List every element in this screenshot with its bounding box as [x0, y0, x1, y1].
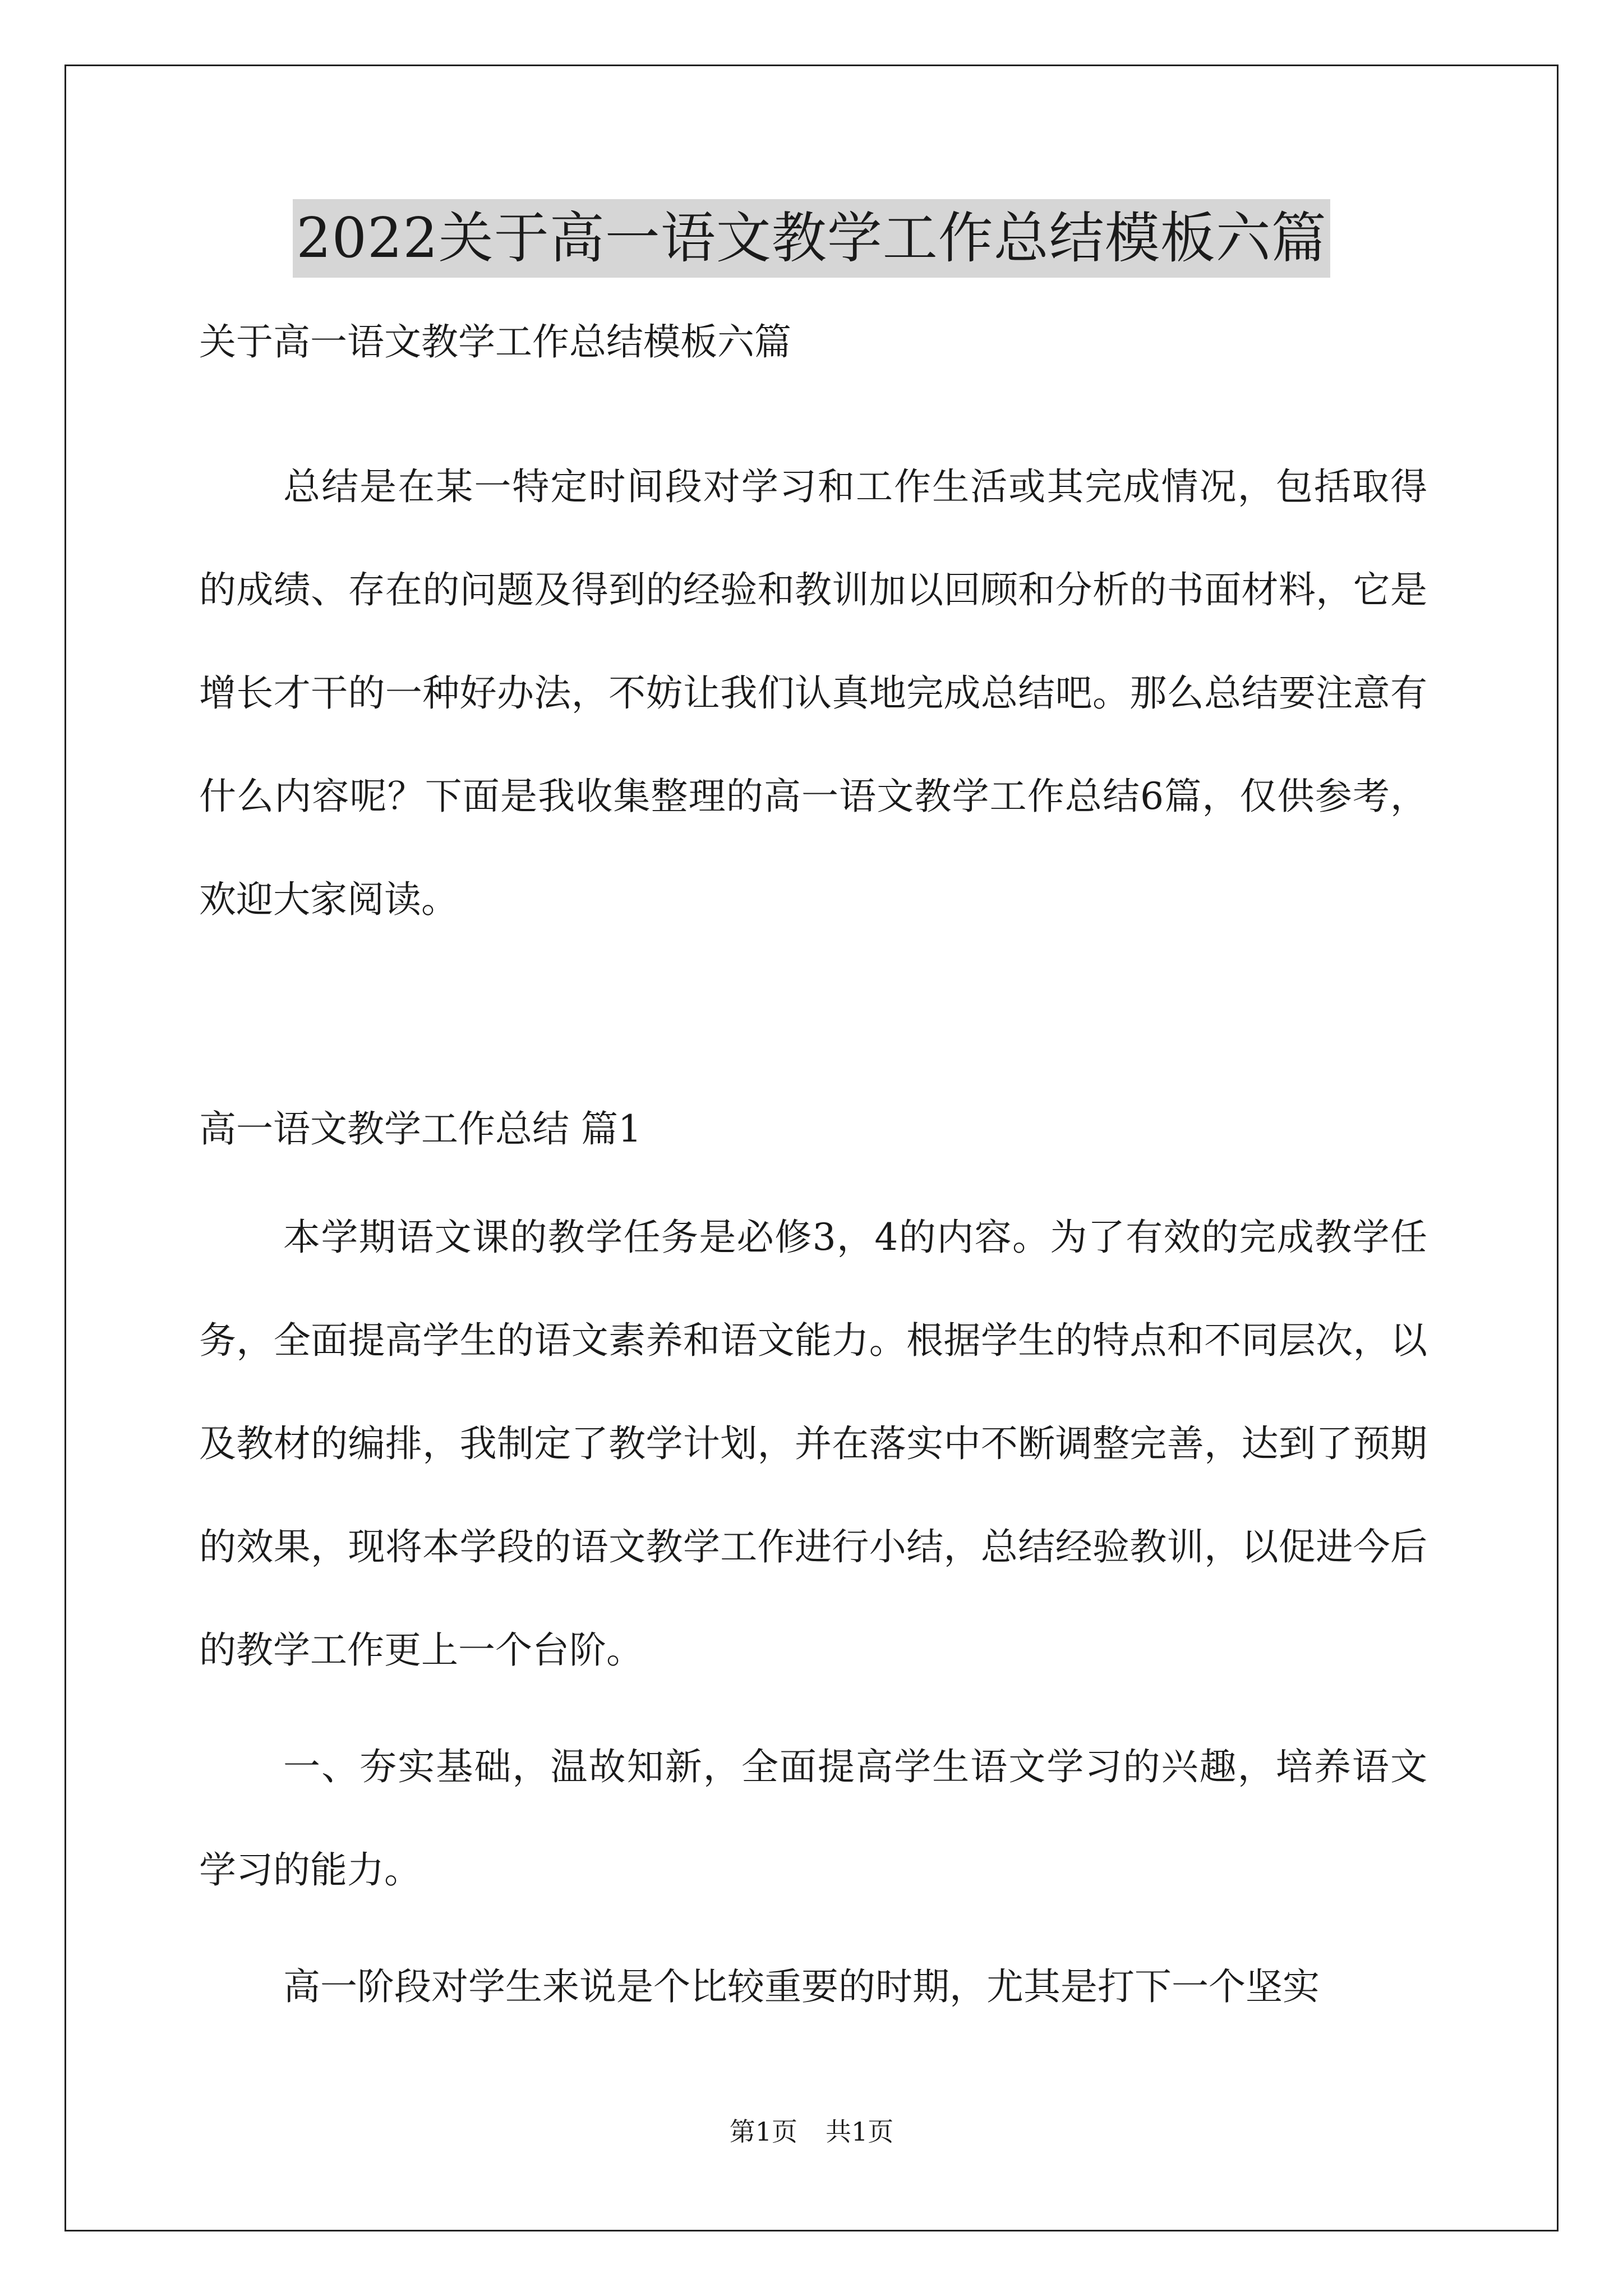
section-paragraph: 本学期语文课的教学任务是必修3，4的内容。为了有效的完成教学任务，全面提高学生的语文素养和语文能力。根据学生的特点和不同层次，以及教材的编排，我制定了教学计划，并在落实中不断调整完善，达到了预期的效果，现将本学段的语文教学工作进行小结，总结经验教训，以促进今后的教学工作更上一个台阶。: [199, 1216, 1427, 1672]
section-paragraph: 一、夯实基础，温故知新，全面提高学生语文学习的兴趣，培养语文学习的能力。: [199, 1745, 1427, 1892]
page-number: 第1页: [729, 2116, 797, 2147]
page-total: 共1页: [826, 2116, 894, 2147]
section-heading: 高一语文教学工作总结 篇1: [199, 1107, 642, 1151]
page-footer: [0, 2115, 1623, 2148]
intro-paragraph: 总结是在某一特定时间段对学习和工作生活或其完成情况，包括取得的成绩、存在的问题及得到的经验和教训加以回顾和分析的书面材料，它是增长才干的一种好办法，不妨让我们认真地完成总结吧。那么总结要注意有什么内容呢？下面是我收集整理的高一语文教学工作总结6篇，仅供参考，欢迎大家阅读。: [199, 465, 1427, 921]
section-paragraph: 高一阶段对学生来说是个比较重要的时期，尤其是打下一个坚实: [283, 1965, 1320, 2008]
document-title: 2022关于高一语文教学工作总结模板六篇: [293, 199, 1330, 278]
title-container: [0, 199, 1623, 278]
document-subtitle: 关于高一语文教学工作总结模板六篇: [199, 320, 791, 364]
